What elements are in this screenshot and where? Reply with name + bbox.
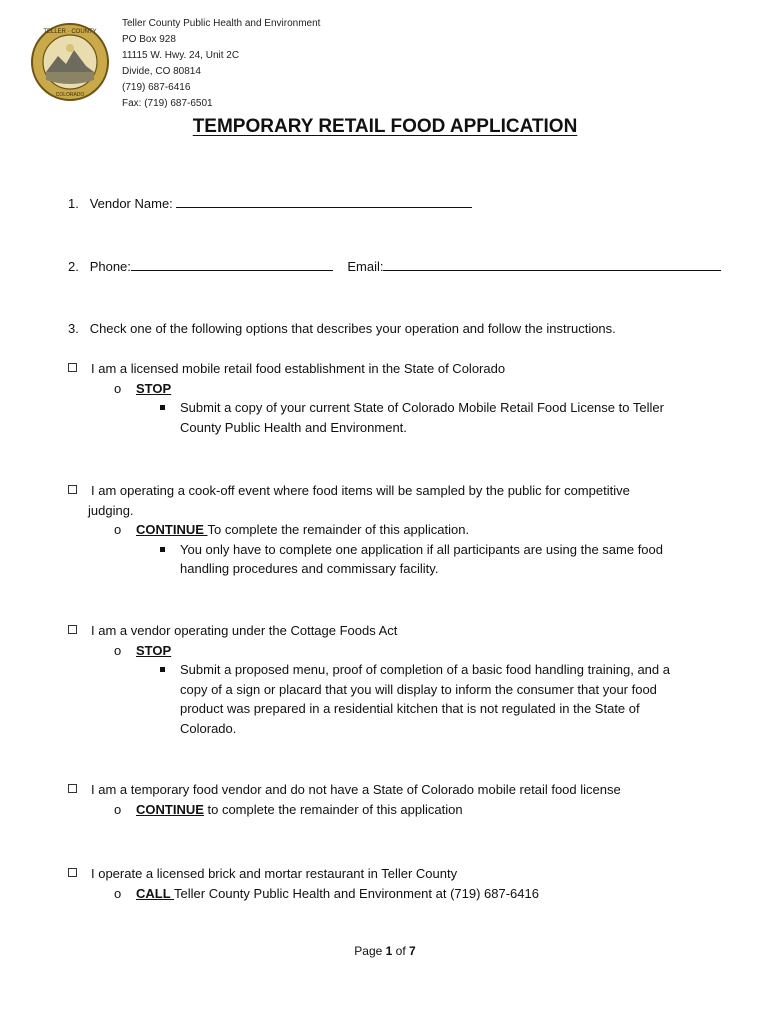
option-3-detail: Submit a proposed menu, proof of completion of a basic food handling training, and a copy of a sign or placard that you will display to inform the consumer that your food product was prepared in a residential kitchen that is not regulated in the State of Colorado.: [68, 660, 748, 738]
option-3-text: I am a vendor operating under the Cottage Foods Act: [91, 623, 398, 638]
option-cook-off: [68, 481, 748, 579]
email-field[interactable]: [383, 258, 721, 271]
square-bullet-icon: [160, 405, 165, 410]
option-4-checkbox[interactable]: [68, 784, 77, 793]
option-1-action: STOP: [136, 380, 172, 396]
option-2-checkbox[interactable]: [68, 485, 77, 494]
circle-bullet-icon: o: [114, 885, 122, 901]
q2-number: 2.: [68, 259, 79, 274]
q3-instructions: [68, 321, 616, 336]
svg-text:COLORADO: COLORADO: [55, 92, 85, 98]
phone-label: Phone:: [89, 259, 131, 274]
vendor-name-row: [68, 195, 472, 211]
agency-city: Divide, CO 80814: [122, 66, 201, 77]
option-4-action: CONTINUE: [136, 801, 204, 817]
county-seal-logo: [30, 22, 110, 102]
option-1-checkbox[interactable]: [68, 363, 77, 372]
option-cottage-foods: [68, 621, 748, 738]
vendor-name-field[interactable]: [176, 195, 472, 208]
document-title: TEMPORARY RETAIL FOOD APPLICATION: [192, 116, 578, 137]
circle-bullet-icon: o: [114, 380, 122, 396]
option-3-checkbox[interactable]: [68, 625, 77, 634]
option-3-action: STOP: [136, 642, 172, 658]
option-5-checkbox[interactable]: [68, 868, 77, 877]
circle-bullet-icon: o: [114, 801, 122, 817]
contact-row: [68, 258, 721, 274]
total-pages: 7: [409, 944, 416, 958]
square-bullet-icon: [160, 547, 165, 552]
circle-bullet-icon: o: [114, 642, 122, 658]
option-temporary-vendor: [68, 780, 748, 819]
agency-fax: Fax: (719) 687-6501: [122, 98, 213, 109]
option-2-action: CONTINUE: [136, 522, 208, 537]
q3-number: 3.: [68, 321, 79, 336]
email-label: Email:: [347, 259, 384, 274]
option-2-action-rest: To complete the remainder of this application.: [207, 522, 470, 537]
agency-name: Teller County Public Health and Environment: [122, 18, 321, 29]
svg-text:TELLER · COUNTY: TELLER · COUNTY: [43, 29, 97, 35]
agency-street: 11115 W. Hwy. 24, Unit 2C: [122, 50, 240, 61]
square-bullet-icon: [160, 667, 165, 672]
option-4-action-rest: to complete the remainder of this application: [203, 801, 463, 817]
agency-pobox: PO Box 928: [122, 34, 176, 45]
option-5-action-rest: Teller County Public Health and Environment at (719) 687-6416: [174, 885, 539, 901]
option-2-text-cont: judging.: [88, 502, 134, 518]
vendor-name-label: Vendor Name:: [89, 196, 173, 211]
page-number: Page 1 of 7: [354, 944, 416, 958]
agency-address-block: [122, 16, 320, 112]
option-1-detail: Submit a copy of your current State of Colorado Mobile Retail Food License to Teller County Public Health and Environment.: [68, 398, 748, 437]
option-brick-mortar: [68, 864, 748, 903]
phone-field[interactable]: [131, 258, 333, 271]
option-licensed-mobile: [68, 359, 748, 437]
current-page: 1: [385, 944, 393, 958]
circle-bullet-icon: o: [114, 522, 122, 537]
option-2-text: I am operating a cook-off event where food items will be sampled by the public for competitive: [91, 483, 630, 498]
option-2-detail: You only have to complete one application if all participants are using the same food handling procedures and commissary facility.: [68, 540, 748, 579]
agency-phone: (719) 687-6416: [122, 82, 191, 93]
q1-number: 1.: [68, 196, 79, 211]
option-5-action: CALL: [136, 885, 175, 901]
option-4-text: I am a temporary food vendor and do not have a State of Colorado mobile retail food license: [91, 782, 621, 797]
option-5-text: I operate a licensed brick and mortar restaurant in Teller County: [91, 866, 458, 881]
q3-text: Check one of the following options that describes your operation and follow the instructions.: [89, 321, 616, 336]
option-1-text: I am a licensed mobile retail food establishment in the State of Colorado: [91, 361, 506, 376]
